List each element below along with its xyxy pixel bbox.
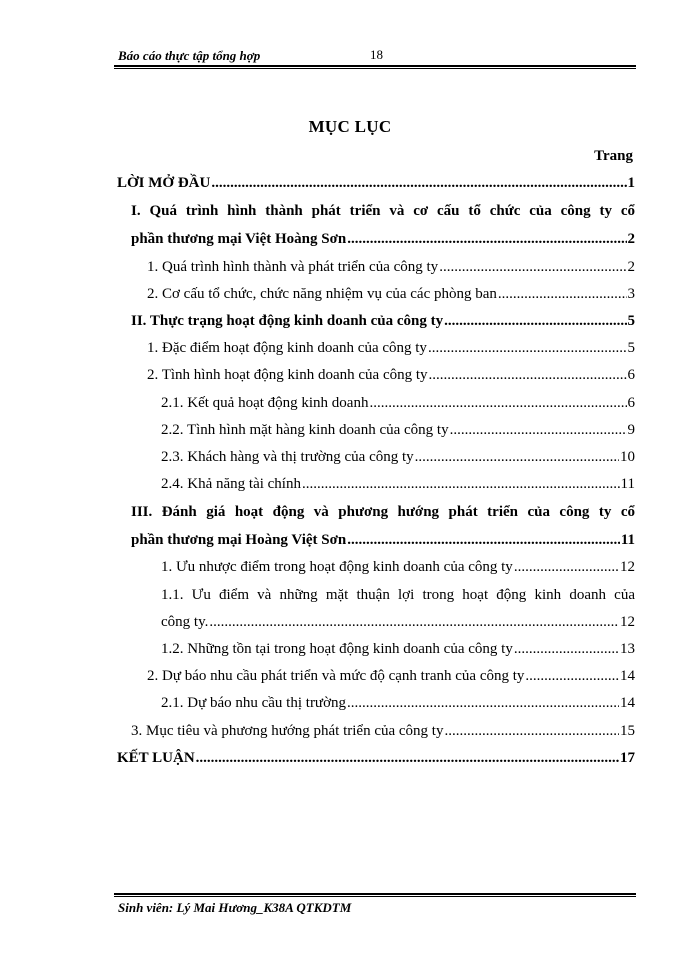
- report-title: Báo cáo thực tập tổng hợp: [118, 48, 261, 63]
- page-column-label: Trang: [594, 148, 633, 164]
- toc-entry-line[interactable]: III. Đánh giá hoạt động và phương hướng phát triển của công ty cổ: [131, 504, 635, 520]
- page-number: 18: [370, 47, 383, 62]
- toc-title: MỤC LỤC: [308, 117, 392, 136]
- toc-entry[interactable]: 2.1. Kết quả hoạt động kinh doanh ..... 6: [161, 393, 635, 413]
- toc-entry[interactable]: 2. Cơ cấu tổ chức, chức năng nhiệm vụ của các phòng ban ..... 3: [147, 284, 635, 304]
- student-info: Sinh viên: Lý Mai Hương_K38A QTKDTM: [118, 900, 352, 915]
- toc-entry[interactable]: 2. Tình hình hoạt động kinh doanh của công ty ..... 6: [147, 365, 635, 385]
- toc-entry[interactable]: KẾT LUẬN ..... 17: [117, 748, 635, 768]
- toc-entry[interactable]: 2.3. Khách hàng và thị trường của công ty ..... 10: [161, 447, 635, 467]
- toc-entry[interactable]: 1.2. Những tồn tại trong hoạt động kinh doanh của công ty ..... 13: [161, 639, 635, 659]
- toc-entry[interactable]: phần thương mại Hoàng Việt Sơn ..... 11: [131, 530, 635, 550]
- toc-entry[interactable]: LỜI MỞ ĐẦU ..... 1: [117, 173, 635, 193]
- toc-entry[interactable]: công ty. ..... 12: [161, 612, 635, 632]
- toc-entry[interactable]: 2.4. Khả năng tài chính ..... 11: [161, 474, 635, 494]
- toc-entry[interactable]: 1. Đặc điểm hoạt động kinh doanh của công ty ..... 5: [147, 338, 635, 358]
- toc-entry-line[interactable]: I. Quá trình hình thành phát triển và cơ cấu tổ chức của công ty cổ: [131, 203, 635, 219]
- toc-entry[interactable]: 1. Quá trình hình thành và phát triển của công ty ..... 2: [147, 257, 635, 277]
- toc-entry[interactable]: 3. Mục tiêu và phương hướng phát triển của công ty ..... 15: [131, 721, 635, 741]
- toc-entry[interactable]: 1. Ưu nhược điểm trong hoạt động kinh doanh của công ty ..... 12: [161, 557, 635, 577]
- toc-entry[interactable]: 2. Dự báo nhu cầu phát triển và mức độ cạnh tranh của công ty ..... 14: [147, 666, 635, 686]
- toc-entry[interactable]: 2.1. Dự báo nhu cầu thị trường ..... 14: [161, 693, 635, 713]
- footer-rule: [114, 893, 636, 897]
- toc-entry[interactable]: 2.2. Tình hình mặt hàng kinh doanh của công ty ..... 9: [161, 420, 635, 440]
- toc-entry[interactable]: phần thương mại Việt Hoàng Sơn ..... 2: [131, 229, 635, 249]
- toc-entry-line[interactable]: 1.1. Ưu điểm và những mặt thuận lợi trong hoạt động kinh doanh của: [161, 587, 635, 603]
- toc-entry[interactable]: II. Thực trạng hoạt động kinh doanh của công ty ..... 5: [131, 311, 635, 331]
